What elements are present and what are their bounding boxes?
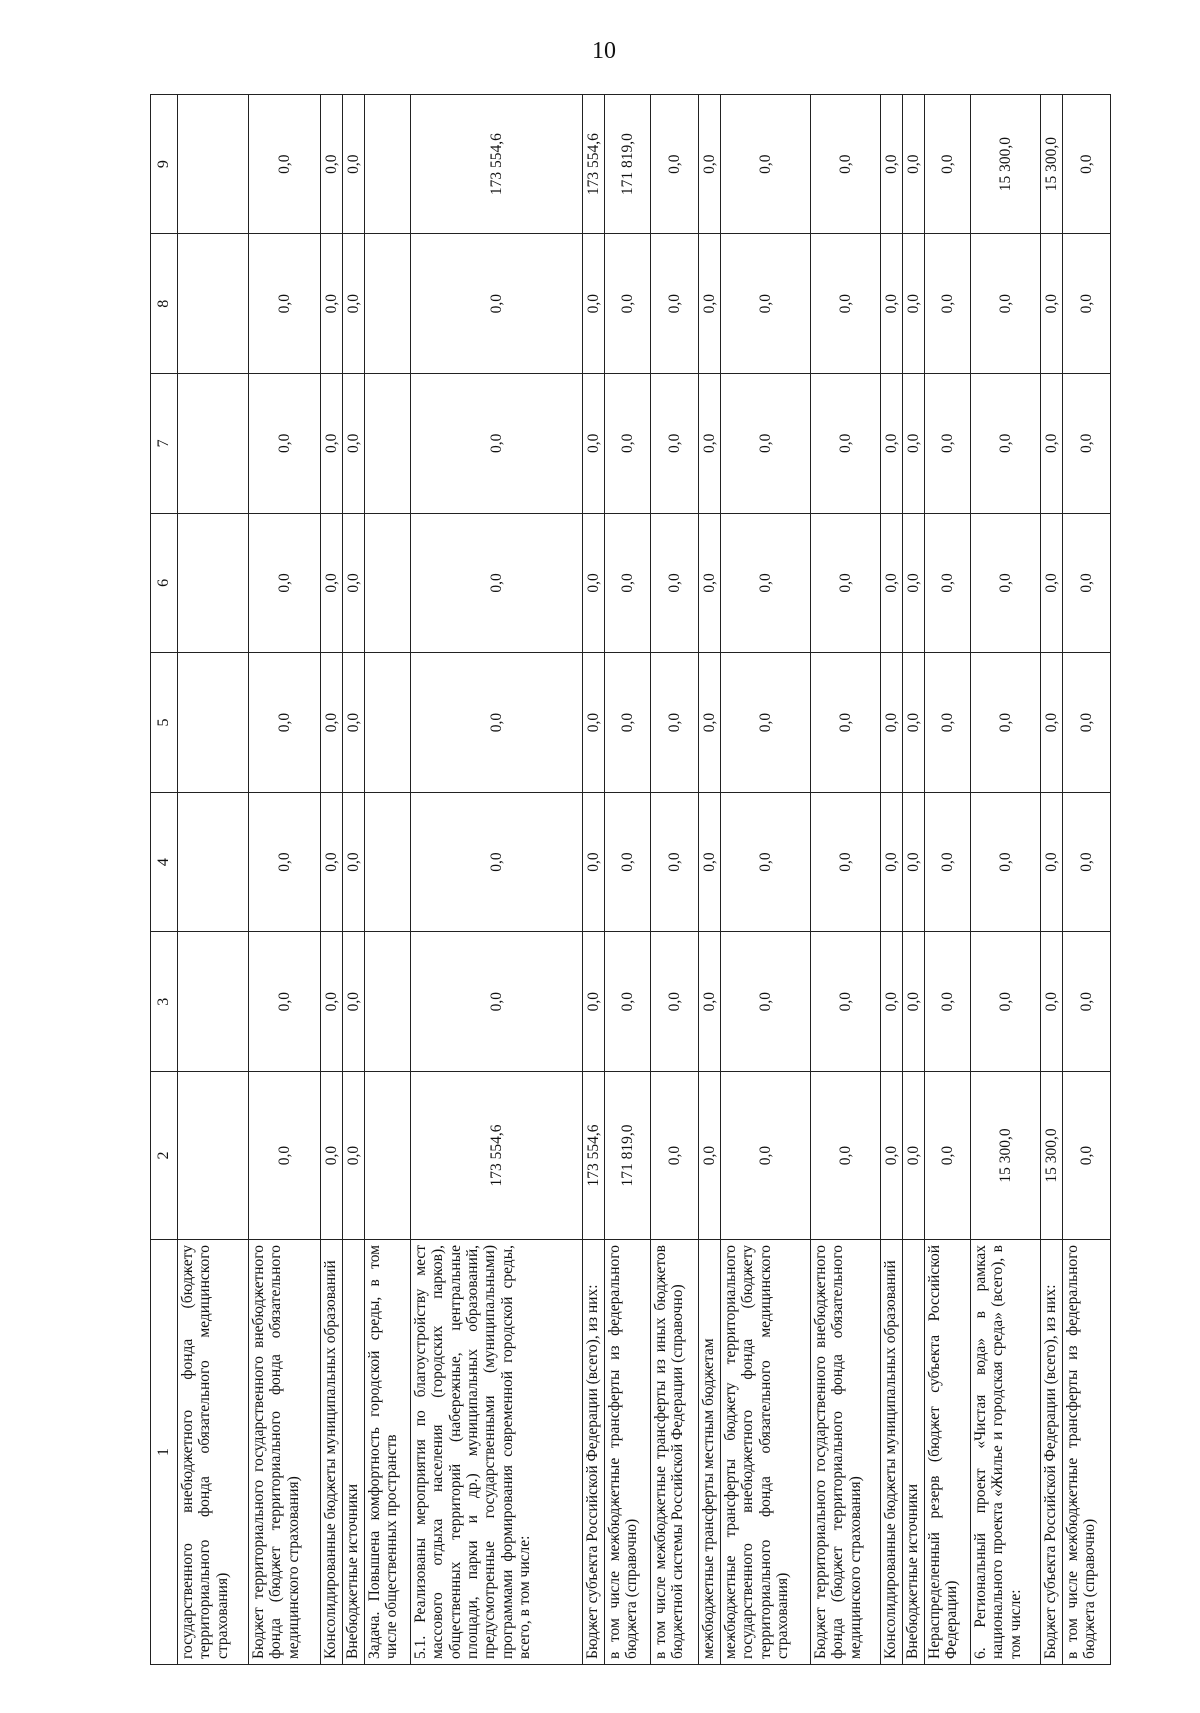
value-cell: 0,0 xyxy=(903,932,925,1072)
value-cell: 0,0 xyxy=(925,374,971,514)
value-cell: 0,0 xyxy=(699,94,721,234)
value-cell: 0,0 xyxy=(343,1072,365,1240)
value-cell: 0,0 xyxy=(925,792,971,932)
value-cell: 0,0 xyxy=(881,234,903,374)
value-cell: 0,0 xyxy=(971,374,1041,514)
value-cell: 0,0 xyxy=(411,374,583,514)
value-cell xyxy=(178,932,249,1072)
value-cell: 0,0 xyxy=(249,932,321,1072)
row-label: Внебюджетные источники xyxy=(343,1240,365,1665)
value-cell: 0,0 xyxy=(249,653,321,793)
table-row xyxy=(699,94,721,1664)
value-cell: 0,0 xyxy=(1041,374,1063,514)
value-cell: 0,0 xyxy=(651,374,699,514)
value-cell: 0,0 xyxy=(971,792,1041,932)
row-label: межбюджетные трансферты бюджету территориального государственного внебюджетного фонда (бюджету территориального фонда обязательного медицинского страхования) xyxy=(721,1240,811,1665)
value-cell: 0,0 xyxy=(583,792,605,932)
row-label: Задача. Повышена комфортность городской среды, в том числе общественных пространств xyxy=(365,1240,411,1665)
value-cell xyxy=(178,1072,249,1240)
value-cell xyxy=(365,94,411,234)
row-label: в том числе межбюджетные трансферты из федерального бюджета (справочно) xyxy=(1063,1240,1111,1665)
value-cell: 0,0 xyxy=(605,513,651,653)
value-cell: 0,0 xyxy=(651,932,699,1072)
value-cell: 0,0 xyxy=(881,653,903,793)
value-cell: 0,0 xyxy=(925,1072,971,1240)
table-body xyxy=(178,94,1111,1664)
table-row xyxy=(321,94,343,1664)
value-cell: 0,0 xyxy=(1041,932,1063,1072)
value-cell: 0,0 xyxy=(721,932,811,1072)
row-label: Консолидированные бюджеты муниципальных образований xyxy=(321,1240,343,1665)
value-cell: 0,0 xyxy=(699,653,721,793)
value-cell: 0,0 xyxy=(881,792,903,932)
value-cell: 0,0 xyxy=(411,932,583,1072)
budget-table-rotated xyxy=(150,95,1099,1665)
value-cell: 0,0 xyxy=(605,374,651,514)
value-cell: 0,0 xyxy=(881,374,903,514)
value-cell: 0,0 xyxy=(903,513,925,653)
value-cell: 0,0 xyxy=(343,234,365,374)
value-cell: 0,0 xyxy=(321,513,343,653)
value-cell xyxy=(365,374,411,514)
value-cell: 0,0 xyxy=(925,513,971,653)
value-cell: 0,0 xyxy=(651,1072,699,1240)
value-cell: 0,0 xyxy=(249,513,321,653)
table-row xyxy=(971,94,1041,1664)
value-cell xyxy=(178,94,249,234)
row-label: Консолидированные бюджеты муниципальных образований xyxy=(881,1240,903,1665)
value-cell: 0,0 xyxy=(881,94,903,234)
table-row xyxy=(811,94,881,1664)
table-row xyxy=(881,94,903,1664)
value-cell: 0,0 xyxy=(903,653,925,793)
value-cell: 0,0 xyxy=(925,932,971,1072)
value-cell: 0,0 xyxy=(699,932,721,1072)
value-cell: 0,0 xyxy=(699,792,721,932)
value-cell: 0,0 xyxy=(721,513,811,653)
value-cell: 0,0 xyxy=(343,374,365,514)
value-cell: 0,0 xyxy=(721,1072,811,1240)
column-header: 2 xyxy=(151,1072,178,1240)
value-cell: 0,0 xyxy=(321,1072,343,1240)
value-cell: 0,0 xyxy=(651,94,699,234)
value-cell: 0,0 xyxy=(699,513,721,653)
column-header: 1 xyxy=(151,1240,178,1665)
value-cell xyxy=(178,374,249,514)
table-row xyxy=(343,94,365,1664)
value-cell xyxy=(365,513,411,653)
value-cell: 0,0 xyxy=(605,932,651,1072)
value-cell: 0,0 xyxy=(1041,513,1063,653)
value-cell: 0,0 xyxy=(343,513,365,653)
value-cell: 0,0 xyxy=(971,932,1041,1072)
value-cell: 0,0 xyxy=(903,374,925,514)
value-cell: 171 819,0 xyxy=(605,1072,651,1240)
table-row xyxy=(365,94,411,1664)
table-row xyxy=(411,94,583,1664)
table-row xyxy=(178,94,249,1664)
value-cell: 0,0 xyxy=(925,234,971,374)
table-row xyxy=(925,94,971,1664)
value-cell: 0,0 xyxy=(651,792,699,932)
value-cell: 0,0 xyxy=(811,653,881,793)
table-row xyxy=(249,94,321,1664)
value-cell: 0,0 xyxy=(651,653,699,793)
value-cell: 0,0 xyxy=(1063,792,1111,932)
value-cell: 0,0 xyxy=(651,513,699,653)
value-cell: 0,0 xyxy=(721,374,811,514)
column-header: 3 xyxy=(151,932,178,1072)
value-cell: 0,0 xyxy=(321,792,343,932)
value-cell: 0,0 xyxy=(249,234,321,374)
value-cell: 0,0 xyxy=(249,374,321,514)
value-cell: 0,0 xyxy=(605,234,651,374)
value-cell: 0,0 xyxy=(411,653,583,793)
value-cell xyxy=(178,513,249,653)
value-cell xyxy=(365,932,411,1072)
value-cell: 0,0 xyxy=(903,94,925,234)
column-header: 5 xyxy=(151,653,178,793)
value-cell: 0,0 xyxy=(249,94,321,234)
value-cell: 0,0 xyxy=(1041,234,1063,374)
value-cell: 0,0 xyxy=(721,792,811,932)
budget-table xyxy=(150,94,1111,1665)
value-cell: 0,0 xyxy=(903,792,925,932)
value-cell: 173 554,6 xyxy=(583,1072,605,1240)
table-row xyxy=(1041,94,1063,1664)
page-number: 10 xyxy=(592,38,616,64)
column-header: 4 xyxy=(151,792,178,932)
value-cell: 0,0 xyxy=(321,234,343,374)
value-cell: 0,0 xyxy=(343,792,365,932)
value-cell: 0,0 xyxy=(811,1072,881,1240)
value-cell: 0,0 xyxy=(583,653,605,793)
value-cell: 0,0 xyxy=(881,513,903,653)
value-cell: 0,0 xyxy=(249,1072,321,1240)
value-cell: 0,0 xyxy=(1063,94,1111,234)
value-cell: 0,0 xyxy=(343,94,365,234)
value-cell: 0,0 xyxy=(971,234,1041,374)
value-cell: 15 300,0 xyxy=(1041,1072,1063,1240)
value-cell: 0,0 xyxy=(343,932,365,1072)
value-cell: 0,0 xyxy=(583,513,605,653)
value-cell: 0,0 xyxy=(1063,653,1111,793)
value-cell: 0,0 xyxy=(343,653,365,793)
header-row xyxy=(151,94,178,1664)
row-label: Бюджет субъекта Российской Федерации (всего), из них: xyxy=(583,1240,605,1665)
value-cell xyxy=(178,234,249,374)
value-cell: 0,0 xyxy=(1063,513,1111,653)
row-label: Бюджет территориального государственного внебюджетного фонда (бюджет территориального фонда обязательного медицинского страхования) xyxy=(249,1240,321,1665)
value-cell: 0,0 xyxy=(925,94,971,234)
row-label: Нераспределенный резерв (бюджет субъекта Российской Федерации) xyxy=(925,1240,971,1665)
value-cell: 171 819,0 xyxy=(605,94,651,234)
value-cell: 173 554,6 xyxy=(411,94,583,234)
value-cell xyxy=(365,792,411,932)
value-cell: 0,0 xyxy=(1063,932,1111,1072)
value-cell: 0,0 xyxy=(321,653,343,793)
row-label: межбюджетные трансферты местным бюджетам xyxy=(699,1240,721,1665)
row-label: Бюджет территориального государственного внебюджетного фонда (бюджет территориального фонда обязательного медицинского страхования) xyxy=(811,1240,881,1665)
value-cell xyxy=(365,234,411,374)
value-cell: 0,0 xyxy=(583,234,605,374)
value-cell: 0,0 xyxy=(811,792,881,932)
row-label: Бюджет субъекта Российской Федерации (всего), из них: xyxy=(1041,1240,1063,1665)
value-cell: 0,0 xyxy=(411,513,583,653)
value-cell xyxy=(178,653,249,793)
value-cell: 0,0 xyxy=(249,792,321,932)
column-header: 9 xyxy=(151,94,178,234)
value-cell: 0,0 xyxy=(811,94,881,234)
table-row xyxy=(1063,94,1111,1664)
value-cell: 0,0 xyxy=(321,932,343,1072)
value-cell: 0,0 xyxy=(605,653,651,793)
value-cell: 0,0 xyxy=(583,374,605,514)
value-cell: 0,0 xyxy=(605,792,651,932)
value-cell: 15 300,0 xyxy=(971,94,1041,234)
value-cell: 0,0 xyxy=(1063,1072,1111,1240)
value-cell: 0,0 xyxy=(903,234,925,374)
row-label: государственного внебюджетного фонда (бюджету территориального фонда обязательного медицинского страхования) xyxy=(178,1240,249,1665)
row-label: 5.1. Реализованы мероприятия по благоустройству мест массового отдыха населения (городских парков), общественных территорий (набережные, центральные площади, парки и др.) муниципальных образований, предусмотренные государственными (муниципальными) программами формирования современной городской среды, всего, в том числе: xyxy=(411,1240,583,1665)
value-cell: 0,0 xyxy=(971,513,1041,653)
value-cell xyxy=(365,1072,411,1240)
value-cell xyxy=(365,653,411,793)
value-cell: 15 300,0 xyxy=(1041,94,1063,234)
value-cell: 0,0 xyxy=(1041,792,1063,932)
value-cell: 173 554,6 xyxy=(411,1072,583,1240)
value-cell: 0,0 xyxy=(721,653,811,793)
table-row xyxy=(605,94,651,1664)
value-cell: 0,0 xyxy=(811,234,881,374)
value-cell: 0,0 xyxy=(721,234,811,374)
value-cell: 0,0 xyxy=(583,932,605,1072)
column-header: 7 xyxy=(151,374,178,514)
table-row xyxy=(651,94,699,1664)
value-cell: 0,0 xyxy=(903,1072,925,1240)
value-cell: 0,0 xyxy=(411,792,583,932)
value-cell xyxy=(178,792,249,932)
table-row xyxy=(583,94,605,1664)
value-cell: 0,0 xyxy=(411,234,583,374)
value-cell: 0,0 xyxy=(699,1072,721,1240)
value-cell: 0,0 xyxy=(811,932,881,1072)
value-cell: 0,0 xyxy=(321,94,343,234)
value-cell: 0,0 xyxy=(721,94,811,234)
value-cell: 0,0 xyxy=(971,653,1041,793)
column-header: 8 xyxy=(151,234,178,374)
value-cell: 15 300,0 xyxy=(971,1072,1041,1240)
value-cell: 0,0 xyxy=(651,234,699,374)
table-row xyxy=(721,94,811,1664)
value-cell: 0,0 xyxy=(925,653,971,793)
table-row xyxy=(903,94,925,1664)
value-cell: 0,0 xyxy=(321,374,343,514)
value-cell: 0,0 xyxy=(1063,374,1111,514)
value-cell: 0,0 xyxy=(1041,653,1063,793)
value-cell: 0,0 xyxy=(881,1072,903,1240)
row-label: Внебюджетные источники xyxy=(903,1240,925,1665)
row-label: 6. Региональный проект «Чистая вода» в рамках национального проекта «Жилье и городская среда» (всего), в том числе: xyxy=(971,1240,1041,1665)
value-cell: 173 554,6 xyxy=(583,94,605,234)
row-label: в том числе межбюджетные трансферты из федерального бюджета (справочно) xyxy=(605,1240,651,1665)
column-header: 6 xyxy=(151,513,178,653)
value-cell: 0,0 xyxy=(811,374,881,514)
value-cell: 0,0 xyxy=(699,374,721,514)
value-cell: 0,0 xyxy=(811,513,881,653)
value-cell: 0,0 xyxy=(699,234,721,374)
value-cell: 0,0 xyxy=(881,932,903,1072)
row-label: в том числе межбюджетные трансферты из иных бюджетов бюджетной системы Российской Федерации (справочно) xyxy=(651,1240,699,1665)
value-cell: 0,0 xyxy=(1063,234,1111,374)
